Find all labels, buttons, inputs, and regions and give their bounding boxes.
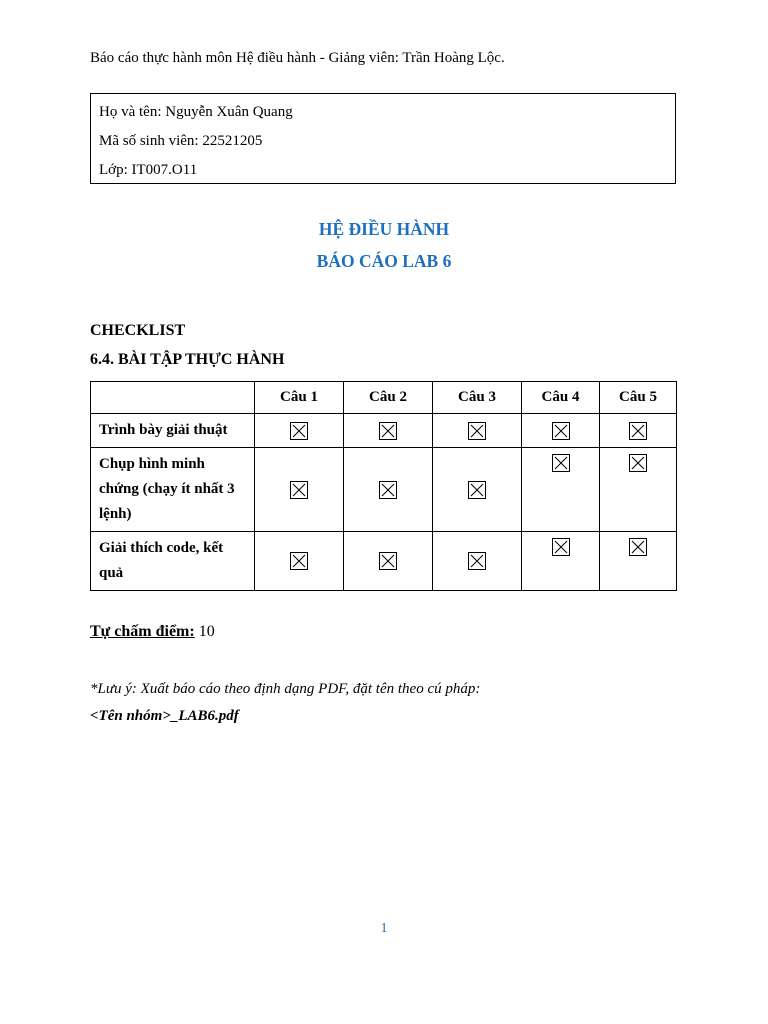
checkbox-cell [600,532,677,591]
checked-box-icon[interactable] [629,422,647,440]
filename-format: <Tên nhóm>_LAB6.pdf [90,708,239,724]
student-id: Mã số sinh viên: 22521205 [99,133,263,149]
checked-box-icon[interactable] [552,538,570,556]
checkbox-cell [600,414,677,448]
checkbox-cell [600,448,677,532]
course-title: HỆ ĐIỀU HÀNH [318,219,450,239]
checked-box-icon[interactable] [468,481,486,499]
checkbox-cell [255,414,344,448]
report-title: BÁO CÁO LAB 6 [316,251,452,271]
self-score-label: Tự chấm điểm: [90,623,195,640]
checkbox-cell [433,532,522,591]
checked-box-icon[interactable] [552,422,570,440]
checkbox-cell [433,448,522,532]
self-score-value: 10 [198,623,215,640]
checkbox-cell [433,414,522,448]
student-info-box [90,93,676,184]
checked-box-icon[interactable] [290,481,308,499]
checkbox-cell [344,414,433,448]
row-label: Trình bày giải thuật [91,414,255,448]
checked-box-icon[interactable] [379,481,397,499]
checked-box-icon[interactable] [629,538,647,556]
student-name: Họ và tên: Nguyễn Xuân Quang [99,104,293,120]
checked-box-icon[interactable] [290,422,308,440]
checklist-heading: CHECKLIST [90,322,186,339]
table-header-row [91,382,677,414]
checked-box-icon[interactable] [468,422,486,440]
checked-box-icon[interactable] [468,552,486,570]
self-score [90,623,215,641]
row-label: Giải thích code, kết quả [91,532,255,591]
checked-box-icon[interactable] [379,552,397,570]
checkbox-cell [344,448,433,532]
checkbox-cell [255,448,344,532]
column-header: Câu 1 [255,382,344,414]
checkbox-cell [344,532,433,591]
checkbox-cell [522,448,600,532]
column-header: Câu 5 [600,382,677,414]
student-class: Lớp: IT007.O11 [99,162,198,178]
report-header: Báo cáo thực hành môn Hệ điều hành - Giảng viên: Trần Hoàng Lộc. [90,50,505,66]
checked-box-icon[interactable] [552,454,570,472]
checkbox-cell [255,532,344,591]
checked-box-icon[interactable] [290,552,308,570]
column-header: Câu 4 [522,382,600,414]
checkbox-cell [522,532,600,591]
row-label: Chụp hình minh chứng (chạy ít nhất 3 lệnh) [91,448,255,532]
corner-cell [91,382,255,414]
page-number: 1 [380,921,388,936]
note-line: *Lưu ý: Xuất báo cáo theo định dạng PDF, đặt tên theo cú pháp: [90,681,481,697]
table-row [91,448,677,532]
checkbox-cell [522,414,600,448]
checked-box-icon[interactable] [629,454,647,472]
checked-box-icon[interactable] [379,422,397,440]
column-header: Câu 3 [433,382,522,414]
column-header: Câu 2 [344,382,433,414]
checklist-table [90,381,677,591]
table-row [91,414,677,448]
table-row [91,532,677,591]
exercise-heading: 6.4. BÀI TẬP THỰC HÀNH [90,351,285,368]
